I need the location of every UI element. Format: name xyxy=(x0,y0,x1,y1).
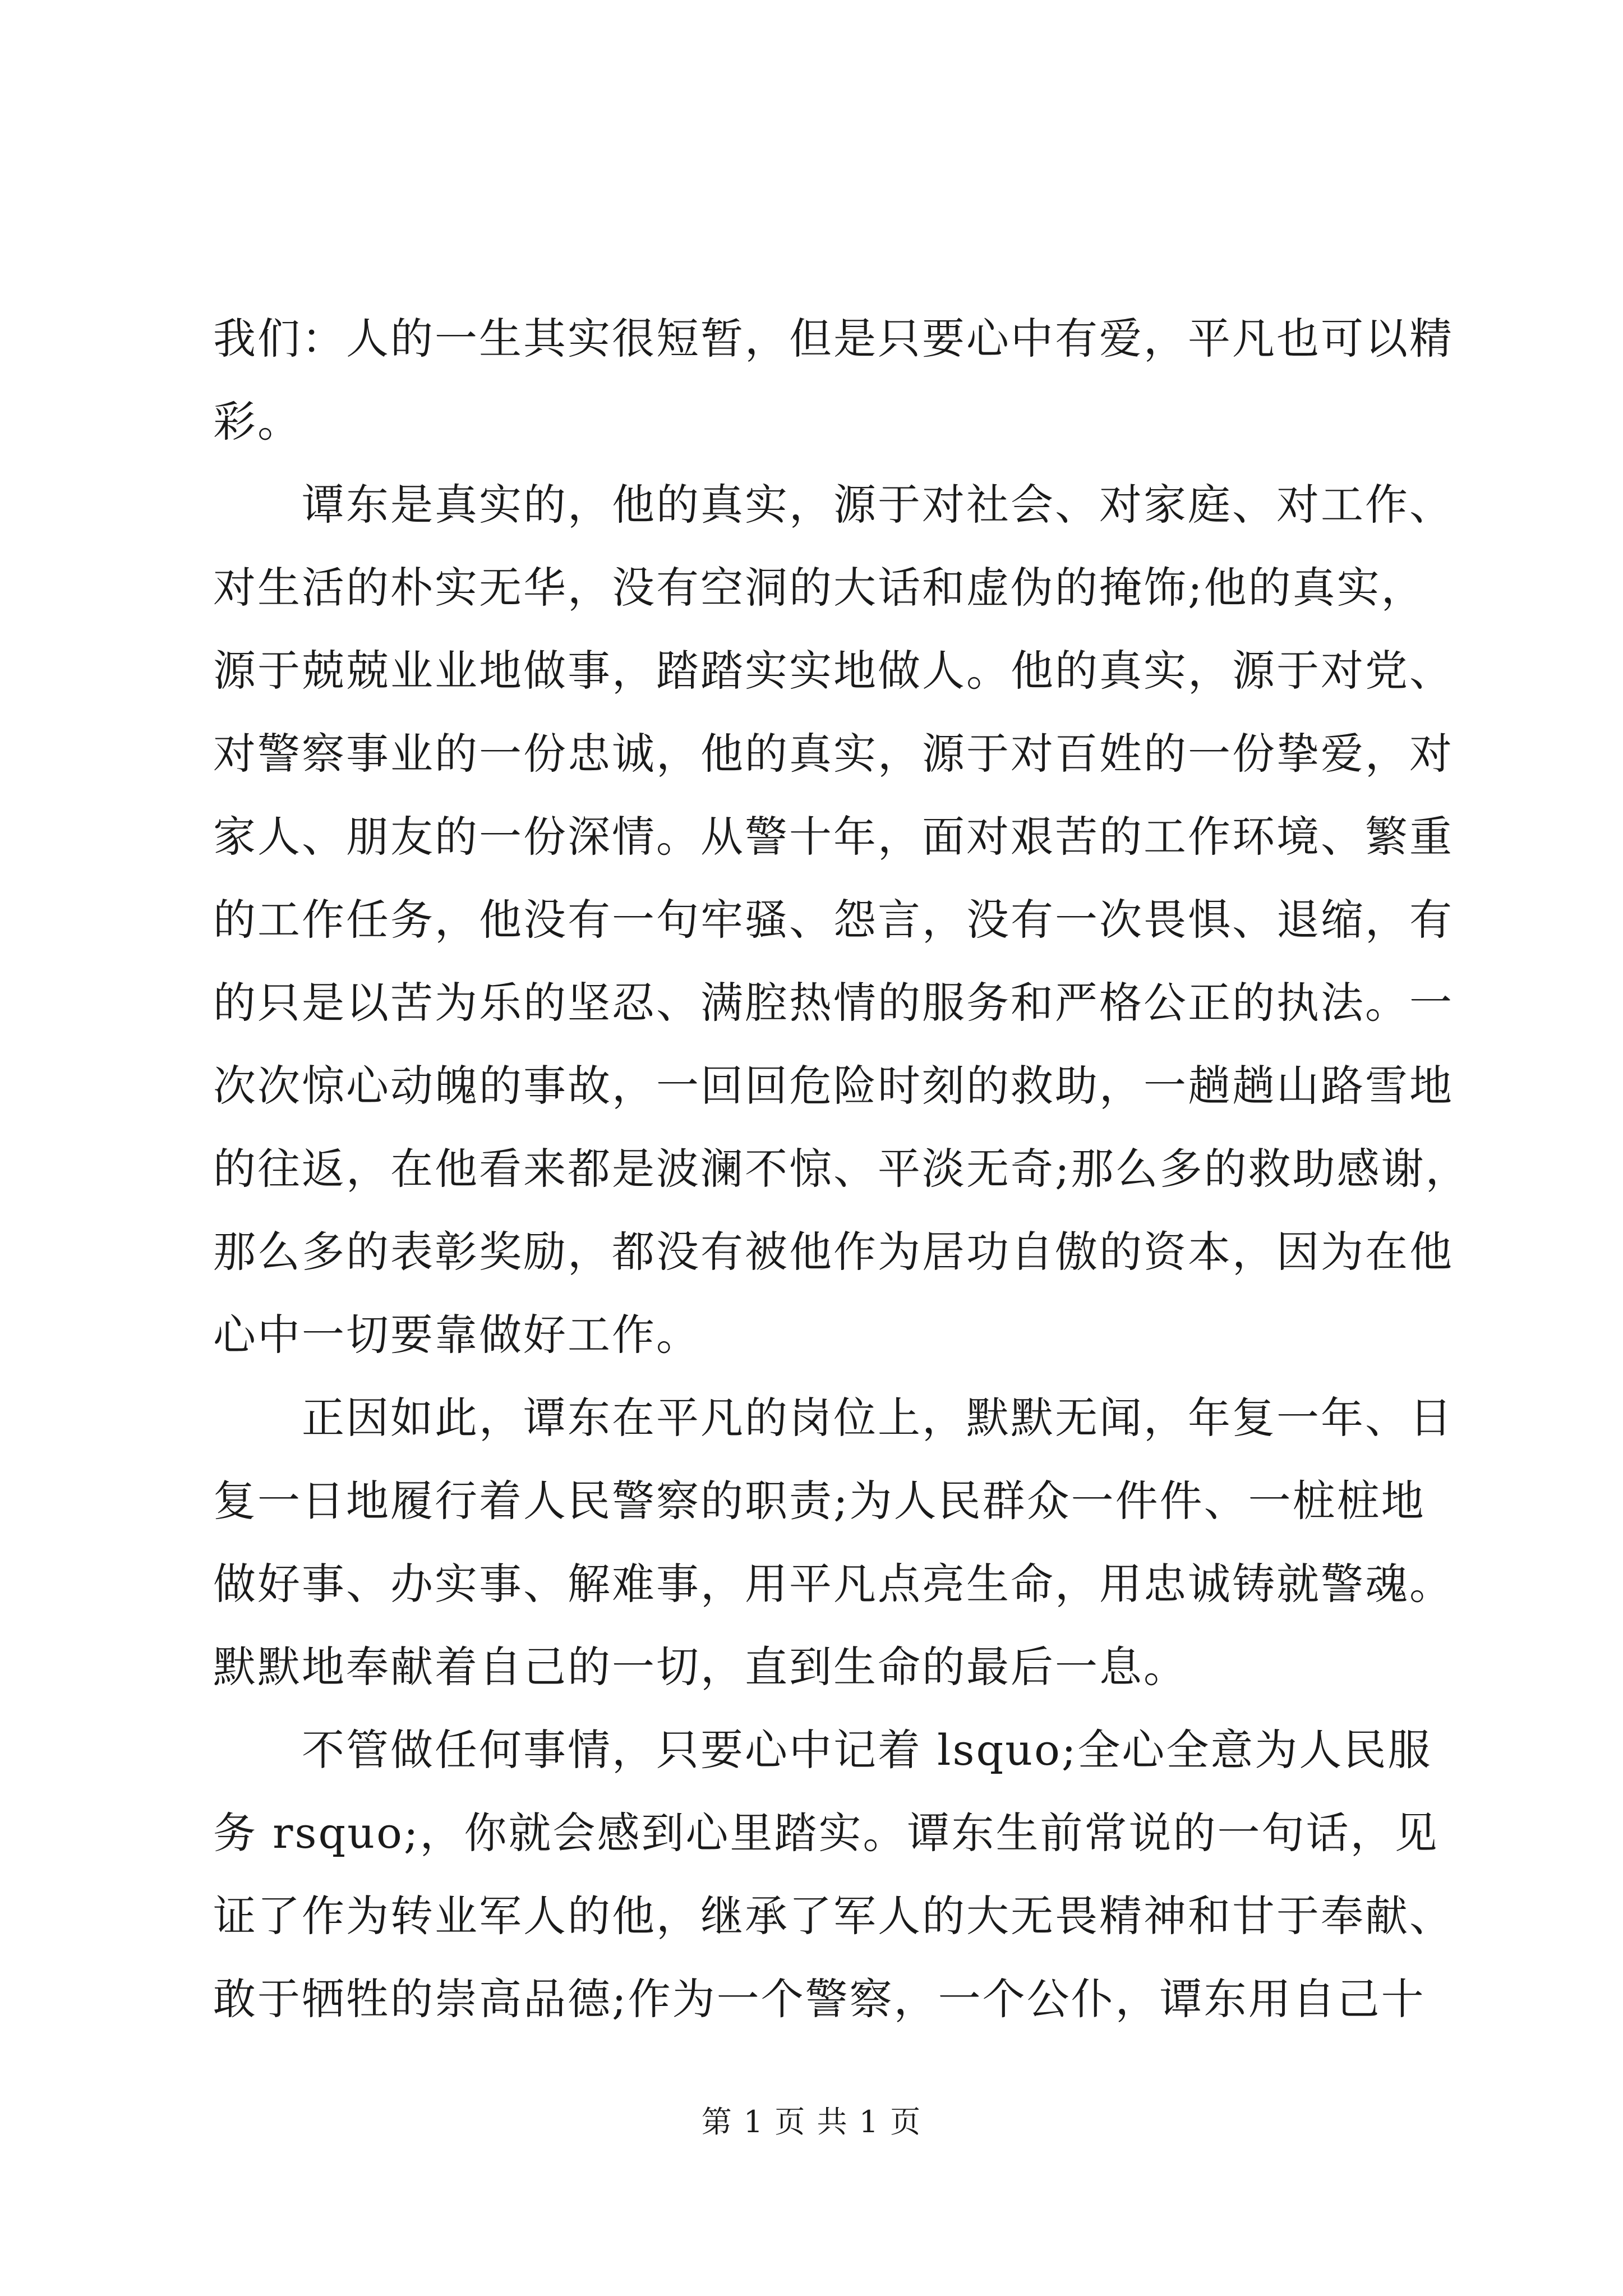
text-line: 证了作为转业军人的他，继承了军人的大无畏精神和甘于奉献、 xyxy=(213,1891,1454,1941)
text-line: 的往返，在他看来都是波澜不惊、平淡无奇;那么多的救助感谢， xyxy=(213,1144,1470,1194)
paragraph xyxy=(213,1709,1454,2041)
text-line: 务 rsquo;，你就会感到心里踏实。谭东生前常说的一句话，见 xyxy=(213,1808,1439,1858)
text-line: 默默地奉献着自己的一切，直到生命的最后一息。 xyxy=(213,1642,1188,1692)
text-line: 家人、朋友的一份深情。从警十年，面对艰苦的工作环境、繁重 xyxy=(213,812,1454,862)
page-number-footer: 第 1 页 共 1 页 xyxy=(701,2104,922,2139)
text-line: 谭东是真实的，他的真实，源于对社会、对家庭、对工作、 xyxy=(302,480,1454,530)
text-line: 不管做任何事情，只要心中记着 lsquo;全心全意为人民服 xyxy=(302,1725,1432,1775)
text-line: 正因如此，谭东在平凡的岗位上，默默无闻，年复一年、日 xyxy=(302,1393,1454,1443)
text-line: 的工作任务，他没有一句牢骚、怨言，没有一次畏惧、退缩，有 xyxy=(213,895,1454,945)
text-line: 对生活的朴实无华，没有空洞的大话和虚伪的掩饰;他的真实， xyxy=(213,563,1426,613)
text-line: 的只是以苦为乐的坚忍、满腔热情的服务和严格公正的执法。一 xyxy=(213,978,1454,1028)
text-line: 复一日地履行着人民警察的职责;为人民群众一件件、一桩桩地 xyxy=(213,1476,1426,1526)
text-line: 对警察事业的一份忠诚，他的真实，源于对百姓的一份挚爱，对 xyxy=(213,729,1454,779)
paragraph xyxy=(213,297,1454,463)
paragraph xyxy=(213,1377,1454,1709)
text-line: 那么多的表彰奖励，都没有被他作为居功自傲的资本，因为在他 xyxy=(213,1227,1454,1277)
text-line: 做好事、办实事、解难事，用平凡点亮生命，用忠诚铸就警魂。 xyxy=(213,1559,1454,1609)
paragraph xyxy=(213,463,1470,1377)
text-line: 源于兢兢业业地做事，踏踏实实地做人。他的真实，源于对党、 xyxy=(213,646,1454,696)
text-line: 敢于牺牲的崇高品德;作为一个警察，一个公仆，谭东用自己十 xyxy=(213,1974,1426,2024)
text-line: 心中一切要靠做好工作。 xyxy=(213,1310,700,1360)
text-line: 次次惊心动魄的事故，一回回危险时刻的救助，一趟趟山路雪地 xyxy=(213,1061,1454,1111)
document-body xyxy=(213,297,1470,2041)
text-line: 我们：人的一生其实很短暂，但是只要心中有爱，平凡也可以精 xyxy=(213,314,1454,364)
text-line: 彩。 xyxy=(213,397,302,447)
